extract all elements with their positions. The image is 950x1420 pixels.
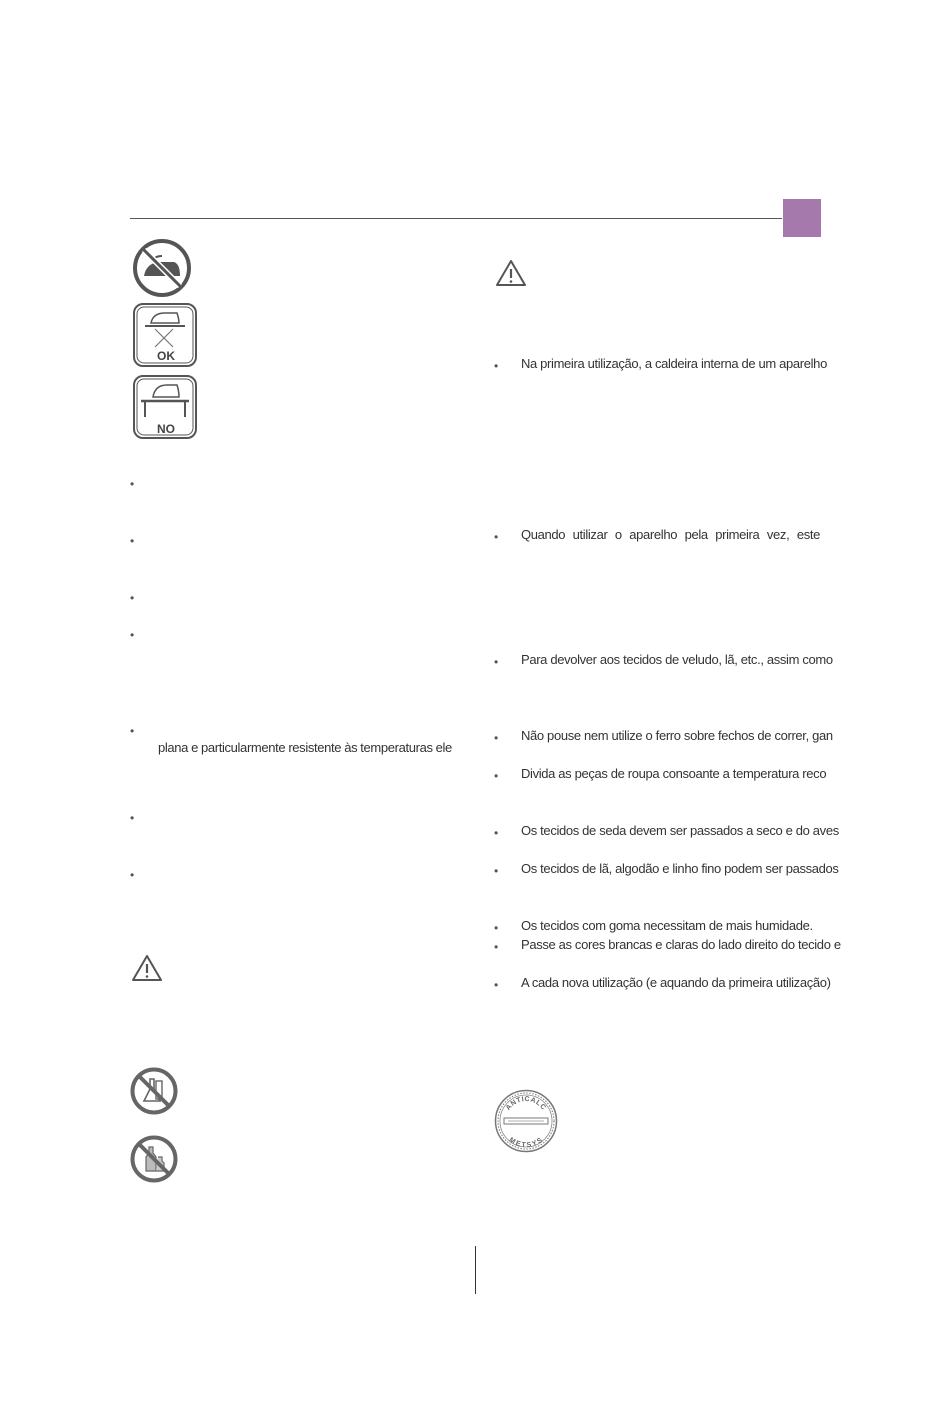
justified-word: este bbox=[796, 527, 820, 542]
left-bullet: • bbox=[130, 811, 135, 825]
justified-word: ele bbox=[435, 740, 452, 755]
right-bullet-text-justified bbox=[521, 527, 820, 543]
page-divider-line bbox=[475, 1246, 476, 1294]
justified-word: e bbox=[191, 740, 198, 755]
left-bullet: • bbox=[130, 591, 135, 605]
left-bullet: • bbox=[130, 628, 135, 642]
left-bullet: • bbox=[130, 724, 135, 738]
no-bottle-icon bbox=[130, 1135, 178, 1183]
left-bullet: • bbox=[130, 534, 135, 548]
right-bullet: • bbox=[494, 769, 499, 783]
right-bullet-text: Os tecidos com goma necessitam de mais humidade. bbox=[521, 918, 813, 933]
no-chemical-icon bbox=[130, 1067, 178, 1115]
justified-word: resistente bbox=[288, 740, 342, 755]
no-iron-on-body-icon bbox=[132, 238, 192, 298]
justified-word: aparelho bbox=[629, 527, 678, 542]
right-bullet-text: Passe as cores brancas e claras do lado direito do tecido e bbox=[521, 937, 841, 952]
no-label: NO bbox=[157, 422, 175, 436]
warning-icon bbox=[131, 954, 163, 982]
ok-label: OK bbox=[157, 349, 175, 363]
justified-word: vez, bbox=[766, 527, 790, 542]
justified-word: utilizar bbox=[572, 527, 608, 542]
right-bullet: • bbox=[494, 655, 499, 669]
right-bullet: • bbox=[494, 921, 499, 935]
anticalc-system-seal-icon bbox=[494, 1089, 558, 1153]
header-rule bbox=[130, 218, 782, 219]
right-bullet-text: Não pouse nem utilize o ferro sobre fechos de correr, gan bbox=[521, 728, 833, 743]
right-bullet-text: Os tecidos de seda devem ser passados a seco e do aves bbox=[521, 823, 839, 838]
right-bullet: • bbox=[494, 864, 499, 878]
right-bullet-text: Divida as peças de roupa consoante a temperatura reco bbox=[521, 766, 827, 781]
justified-word: pela bbox=[684, 527, 708, 542]
left-text-line bbox=[158, 740, 452, 756]
justified-word: às bbox=[344, 740, 358, 755]
left-bullet: • bbox=[130, 868, 135, 882]
right-bullet: • bbox=[494, 826, 499, 840]
right-bullet-text: Na primeira utilização, a caldeira interna de um aparelho bbox=[521, 356, 827, 371]
right-bullet-text: Para devolver aos tecidos de veludo, lã, etc., assim como bbox=[521, 652, 833, 667]
svg-text:METSYS: METSYS bbox=[507, 1136, 545, 1150]
justified-word: particularmente bbox=[200, 740, 286, 755]
right-bullet: • bbox=[494, 978, 499, 992]
justified-word: Quando bbox=[521, 527, 566, 542]
justified-word: temperaturas bbox=[360, 740, 433, 755]
section-color-tab bbox=[783, 199, 821, 237]
right-bullet: • bbox=[494, 731, 499, 745]
justified-word: primeira bbox=[715, 527, 760, 542]
svg-text:ANTICALC: ANTICALC bbox=[504, 1095, 548, 1112]
justified-word: o bbox=[614, 527, 622, 542]
left-bullet: • bbox=[130, 477, 135, 491]
right-bullet-text: Os tecidos de lã, algodão e linho fino podem ser passados bbox=[521, 861, 839, 876]
right-bullet: • bbox=[494, 359, 499, 373]
right-bullet: • bbox=[494, 530, 499, 544]
justified-word: plana bbox=[158, 740, 189, 755]
right-bullet-text: A cada nova utilização (e aquando da primeira utilização) bbox=[521, 975, 831, 990]
right-bullet: • bbox=[494, 940, 499, 954]
warning-icon bbox=[495, 259, 527, 287]
